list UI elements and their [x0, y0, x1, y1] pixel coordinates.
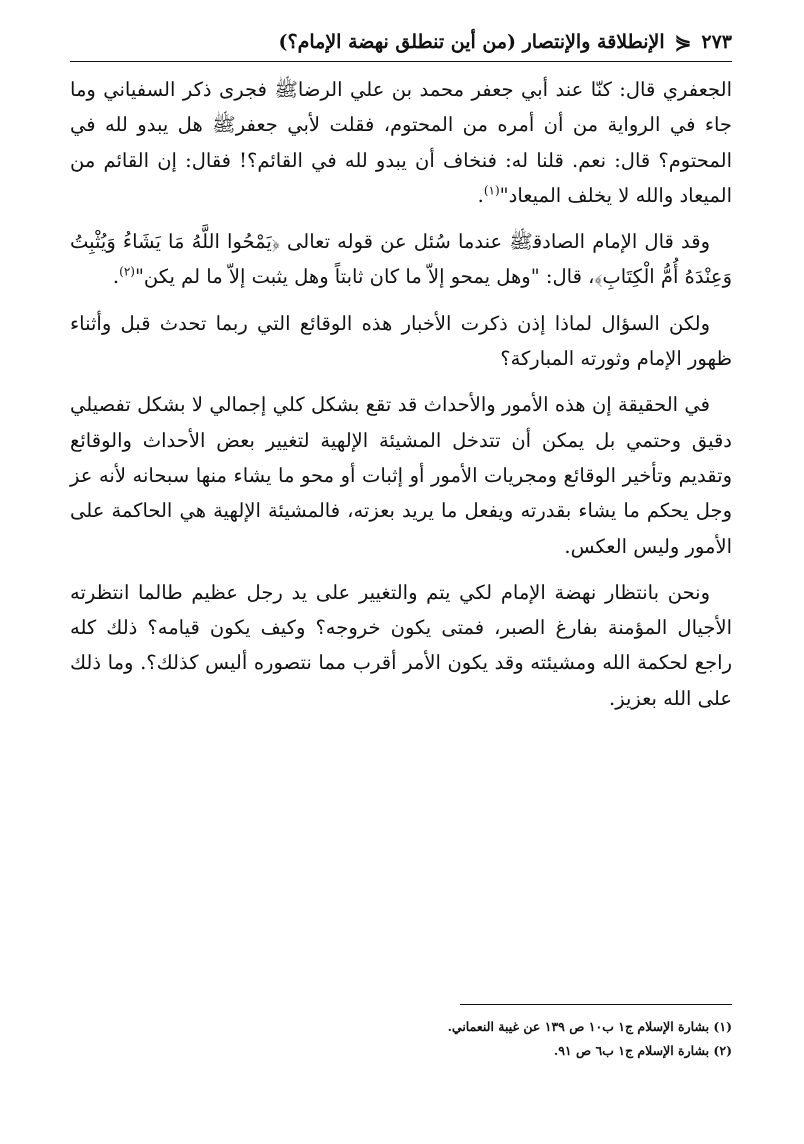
paragraph-3: ولكن السؤال لماذا إذن ذكرت الأخبار هذه الوقائع التي ربما تحدث قبل وأثناء ظهور الإمام وثورته المباركة؟ — [70, 311, 732, 371]
running-header — [70, 24, 732, 60]
paragraph-1 — [70, 72, 732, 213]
paragraph-1-text: الجعفري قال: كنّا عند أبي جعفر محمد بن علي الرضا‍ﷺ فجرى ذكر السفياني وما جاء في الرواية من أن أمره من المحتوم، فقلت لأبي جعفر‍ﷺ هل يبدو لله في المحتوم؟ قال: نعم. قلنا له: فنخاف أن يبدو لله في القائم؟! فقال: إن القائم من الميعاد والله لا يخلف الميعاد" — [70, 78, 732, 207]
footnote-divider — [460, 1004, 732, 1005]
footnote-ref-1: (١) — [483, 183, 500, 198]
chevron-icon: ⋞ — [674, 30, 692, 54]
page-number: ٢٧٣ — [701, 31, 732, 53]
footnotes — [70, 1015, 732, 1063]
paragraph-2-end: . — [112, 265, 120, 289]
header-divider — [70, 61, 732, 62]
paragraph-2-text: وقد قال الإمام الصادق‍ﷺ عندما سُئل عن قوله تعالى ﴿يَمْحُوا اللَّهُ مَا يَشَاءُ وَيُثْبِتُ وَعِنْدَهُ أُمُّ الْكِتَابِ﴾، قال: "وهل يمحو إلاّ ما كان ثابتاً وهل يثبت إلاّ ما لم يكن" — [70, 230, 732, 289]
chapter-title: الإنطلاقة والإنتصار (من أين تنطلق نهضة الإمام؟) — [278, 31, 665, 53]
footnote-1: (١) بشارة الإسلام ج١ ب١٠ ص ١٣٩ عن غيبة النعماني. — [447, 1019, 732, 1034]
paragraph-4: في الحقيقة إن هذه الأمور والأحداث قد تقع بشكل كلي إجمالي لا بشكل تفصيلي دقيق وحتمي بل يمكن أن تتدخل المشيئة الإلهية لتغيير بعض الأحداث والوقائع وتقديم وتأخير الوقائع ومجريات الأمور أو إثبات أو محو ما يشاء منها سبحانه لأنه عز وجل يحكم ما يشاء بقدرته ويفعل ما يريد بعزته، فالمشيئة الإلهية هي الحاكمة على الأمور وليس العكس. — [70, 393, 732, 558]
footnote-ref-2: (٢) — [119, 264, 135, 279]
paragraph-1-end: . — [477, 183, 484, 207]
paragraph-2 — [70, 224, 732, 295]
main-text — [70, 72, 732, 727]
paragraph-5: ونحن بانتظار نهضة الإمام لكي يتم والتغيير على يد رجل عظيم طالما انتظرته الأجيال المؤمنة بفارغ الصبر، فمتى يكون خروجه؟ وكيف يكون قيامه؟ ذلك كله راجع لحكمة الله ومشيئته وقد يكون الأمر أقرب مما نتصوره أليس كذلك؟. وما ذلك على الله بعزيز. — [70, 580, 732, 710]
footnote-2: (٢) بشارة الإسلام ج١ ب٦ ص ٩١. — [553, 1043, 732, 1058]
